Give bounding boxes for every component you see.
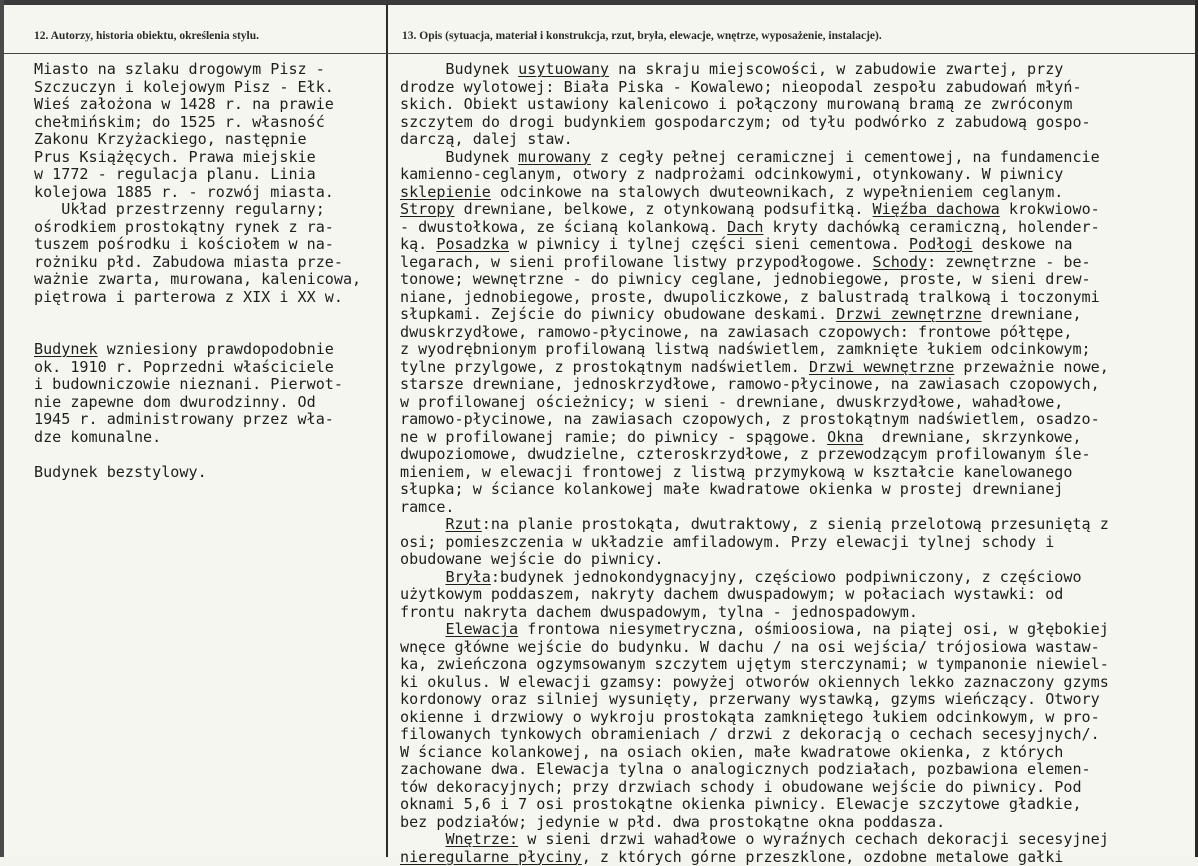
text-line xyxy=(400,779,1198,797)
text-segment: krokwiowo- xyxy=(1000,200,1100,218)
text-segment: Wieś założona w 1428 r. na prawie xyxy=(34,95,334,113)
text-line xyxy=(400,551,1198,569)
text-line xyxy=(400,61,1198,79)
text-segment: wzniesiony prawdopodobnie xyxy=(98,340,334,358)
text-segment: z wyodrębnionym profilowaną listwą nadświetlem, zamknięte łukiem odcinkowym; xyxy=(400,340,1091,358)
text-line xyxy=(400,96,1198,114)
text-segment: ramowo-płycinowe, na zawiasach czopowych, z prostokątnym nadświetlem, osadzo- xyxy=(400,410,1100,428)
text-line xyxy=(34,219,386,237)
underlined-term: Budynek xyxy=(34,340,98,358)
left-border xyxy=(0,0,4,857)
text-segment: dwuskrzydłowe, ramowo-płycinowe, na zawiasach czopowych: frontowe półtępe, xyxy=(400,323,1072,341)
text-segment xyxy=(400,515,445,533)
text-segment: dwupoziomowe, dwudzielne, czteroskrzydłowe, z przewodzącym profilowanym śle- xyxy=(400,445,1091,463)
history-text-column xyxy=(34,61,386,481)
text-segment: szczytem do drogi budynkiem gospodarczym; od tyłu podwórko z zabudową gospo- xyxy=(400,113,1091,131)
text-segment: legarach, w sieni profilowane listwy przypodłogowe. xyxy=(400,253,873,271)
text-line xyxy=(400,604,1198,622)
text-segment: Szczuczyn i kolejowym Pisz - Ełk. xyxy=(34,78,334,96)
text-segment: osi; pomieszczenia w układzie amfiladowym. Przy elewacji tylnej schody i xyxy=(400,533,1054,551)
text-segment: na skraju miejscowości, w zabudowie zwartej, przy xyxy=(609,60,1063,78)
text-line xyxy=(34,96,386,114)
text-segment: w piwnicy i tylnej części sieni cementowa. xyxy=(509,235,909,253)
text-line xyxy=(34,306,386,324)
text-segment: Budynek bezstylowy. xyxy=(34,463,207,481)
text-line xyxy=(400,586,1198,604)
text-segment: w sieni drzwi wahadłowe o wyraźnych cechach dekoracji secesyjnej xyxy=(518,830,1109,848)
text-segment: :na planie prostokąta, dwutraktowy, z sienią przelotową przesuniętą z xyxy=(482,515,1109,533)
text-line xyxy=(400,376,1198,394)
text-segment: chełmińskim; do 1525 r. własność xyxy=(34,113,325,131)
text-segment: Budynek xyxy=(400,60,518,78)
text-line xyxy=(34,114,386,132)
text-line xyxy=(34,341,386,359)
text-line xyxy=(34,394,386,412)
text-line xyxy=(400,114,1198,132)
text-line xyxy=(400,639,1198,657)
text-segment: kordonowy oraz silniej wysunięty, przerwany wystawką, gzyms wieńczący. Otwory xyxy=(400,690,1100,708)
text-segment: ne w profilowanej ramie; do piwnicy - spągowe. xyxy=(400,428,827,446)
text-segment: przeważnie nowe, xyxy=(954,358,1108,376)
text-line xyxy=(34,324,386,342)
underlined-term: Drzwi wewnętrzne xyxy=(809,358,954,376)
text-line xyxy=(400,796,1198,814)
text-line xyxy=(34,184,386,202)
text-segment: drewniane, belkowe, z otynkowaną podsufitką. xyxy=(455,200,873,218)
text-line xyxy=(400,429,1198,447)
underlined-term: Schody xyxy=(873,253,928,271)
text-line xyxy=(34,61,386,79)
text-segment: ważnie zwarta, murowana, kalenicowa, xyxy=(34,270,361,288)
text-line xyxy=(400,289,1198,307)
underlined-term: Więźba dachowa xyxy=(873,200,1000,218)
text-segment: odcinkowe na stalowych dwuteownikach, z wypełnieniem ceglanym. xyxy=(491,183,1064,201)
text-line xyxy=(400,569,1198,587)
text-line xyxy=(34,236,386,254)
text-segment: ośrodkiem prostokątny rynek z ra- xyxy=(34,218,334,236)
text-line xyxy=(400,219,1198,237)
text-line xyxy=(400,236,1198,254)
text-line xyxy=(400,691,1198,709)
text-line xyxy=(400,359,1198,377)
text-segment xyxy=(400,830,445,848)
underlined-term: Rzut xyxy=(445,515,481,533)
text-segment: Prus Książęcych. Prawa miejskie xyxy=(34,148,316,166)
top-border xyxy=(0,0,1198,5)
underlined-term: usytuowany xyxy=(518,60,609,78)
text-segment: Układ przestrzenny regularny; xyxy=(34,200,325,218)
text-line xyxy=(34,376,386,394)
header-rule xyxy=(3,53,1195,54)
text-segment: drewniane, xyxy=(982,305,1082,323)
text-line xyxy=(400,534,1198,552)
text-segment: ką. xyxy=(400,235,436,253)
text-segment: tylne przylgowe, z prostokątnym nadświetlem. xyxy=(400,358,809,376)
text-segment: frontowa niesymetryczna, ośmioosiowa, na piątej osi, w głębokiej xyxy=(518,620,1109,638)
underlined-term: Posadzka xyxy=(436,235,509,253)
text-segment: kryty dachówką ceramiczną, holender- xyxy=(764,218,1100,236)
text-segment: użytkowym poddaszem, nakryty dachem dwuspadowym; w połaciach wystawki: od xyxy=(400,585,1063,603)
text-segment: - dwustołkowa, ze ścianą kolankową. xyxy=(400,218,727,236)
text-segment: obudowane wejście do piwnicy. xyxy=(400,550,664,568)
underlined-term: Okna xyxy=(827,428,863,446)
text-segment: starsze drewniane, jednoskrzydłowe, ramowo-płycinowe, na zawiasach czopowych, xyxy=(400,375,1100,393)
text-segment: tuszem pośrodku i kościołem w na- xyxy=(34,235,334,253)
text-segment: kolejowa 1885 r. - rozwój miasta. xyxy=(34,183,334,201)
text-segment: skich. Obiekt ustawiony kalenicowo i połączony murowaną bramą ze zwróconym xyxy=(400,95,1072,113)
text-segment: darczą, dalej staw. xyxy=(400,130,573,148)
text-line xyxy=(400,814,1198,832)
text-line xyxy=(400,499,1198,517)
text-line xyxy=(34,201,386,219)
text-line xyxy=(34,131,386,149)
text-segment: mieniem, w elewacji frontowej z listwą przymykową w kształcie kanelowanego xyxy=(400,463,1072,481)
text-line xyxy=(34,271,386,289)
text-segment: z cegły pełnej ceramicznej i cementowej, na fundamencie xyxy=(591,148,1100,166)
text-line xyxy=(34,79,386,97)
text-segment: w 1772 - regulacja planu. Linia xyxy=(34,165,316,183)
text-line xyxy=(400,201,1198,219)
text-line xyxy=(400,481,1198,499)
text-segment: w profilowanej ościeżnicy; w sieni - drewniane, dwuskrzydłowe, wahadłowe, xyxy=(400,393,1063,411)
text-segment: słupka; w ściance kolankowej małe kwadratowe okienka w prostej drewnianej xyxy=(400,480,1063,498)
underlined-term: Bryła xyxy=(445,568,490,586)
text-segment: drewniane, skrzynkowe, xyxy=(863,428,1081,446)
text-line xyxy=(400,306,1198,324)
text-segment: ka, zwieńczona ogzymsowanym szczytem ujętym sterczynami; w tympanonie niewiel- xyxy=(400,655,1109,673)
underlined-term: Podłogi xyxy=(909,235,973,253)
text-segment: okienne i drzwiowy o wykroju prostokąta zamkniętego łukiem odcinkowym, w pro- xyxy=(400,708,1100,726)
text-segment: tonowe; wewnętrzne - do piwnicy ceglane, jednobiegowe, proste, w sieni drew- xyxy=(400,270,1091,288)
description-text-column xyxy=(400,61,1198,866)
underlined-term: sklepienie xyxy=(400,183,491,201)
underlined-term: Wnętrze: xyxy=(445,830,518,848)
text-line xyxy=(34,166,386,184)
text-segment: kamienno-ceglanym, otwory z nadprożami odcinkowymi, otynkowany. W piwnicy xyxy=(400,165,1063,183)
text-line xyxy=(400,411,1198,429)
underlined-term: Dach xyxy=(727,218,763,236)
text-segment: i budowniczowie nieznani. Pierwot- xyxy=(34,375,343,393)
text-segment: ramce. xyxy=(400,498,455,516)
text-line xyxy=(400,656,1198,674)
text-line xyxy=(400,79,1198,97)
text-line xyxy=(34,254,386,272)
text-line xyxy=(34,359,386,377)
text-line xyxy=(400,324,1198,342)
text-line xyxy=(34,411,386,429)
text-segment: wnęce główne wejście do budynku. W dachu / na osi wejścia/ trójosiowa wastaw- xyxy=(400,638,1100,656)
text-segment: tów dekoracyjnych; przy drzwiach schody i obudowane wejście do piwnicy. Pod xyxy=(400,778,1082,796)
text-line xyxy=(400,744,1198,762)
text-segment: dze komunalne. xyxy=(34,428,161,446)
text-line xyxy=(400,394,1198,412)
text-line xyxy=(400,709,1198,727)
text-segment: ok. 1910 r. Poprzedni właściciele xyxy=(34,358,334,376)
text-line xyxy=(400,341,1198,359)
section-12-header: 12. Autorzy, historia obiektu, określenia stylu. xyxy=(34,30,259,42)
text-segment: : zewnętrzne - be- xyxy=(927,253,1091,271)
text-segment: Zakonu Krzyżackiego, następnie xyxy=(34,130,307,148)
text-segment: zachowane dwa. Elewacja tylna o analogicznych podziałach, pozbawiona elemen- xyxy=(400,760,1091,778)
text-segment: Budynek xyxy=(400,148,518,166)
underlined-term: Elewacja xyxy=(445,620,518,638)
text-segment: frontu nakryta dachem dwuspadowym, tylna - jednospadowym. xyxy=(400,603,918,621)
text-line xyxy=(34,289,386,307)
section-13-header: 13. Opis (sytuacja, materiał i konstrukcja, rzut, bryła, elewacje, wnętrze, wyposażenie, instalacje). xyxy=(402,30,882,42)
text-segment xyxy=(400,568,445,586)
text-segment: niane, jednobiegowe, proste, dwupoliczkowe, z balustradą tralkową i toczonymi xyxy=(400,288,1100,306)
text-line xyxy=(400,621,1198,639)
text-segment: nie zapewne dom dwurodzinny. Od xyxy=(34,393,316,411)
text-line xyxy=(400,726,1198,744)
text-segment: 1945 r. administrowany przez wła- xyxy=(34,410,334,428)
underlined-term: murowany xyxy=(518,148,591,166)
text-segment: oknami 5,6 i 7 osi prostokątne okienka piwnicy. Elewacje szczytowe gładkie, xyxy=(400,795,1082,813)
text-segment: , z których górne przeszklone, ozdobne metalowe gałki xyxy=(582,848,1064,866)
text-line xyxy=(400,761,1198,779)
text-segment: W ściance kolankowej, na osiach okien, małe kwadratowe okienka, z których xyxy=(400,743,1063,761)
text-segment: deskowe na xyxy=(973,235,1073,253)
text-segment: rożniku płd. Zabudowa miasta prze- xyxy=(34,253,343,271)
underlined-term: Stropy xyxy=(400,200,455,218)
text-line xyxy=(400,674,1198,692)
text-line xyxy=(400,271,1198,289)
text-segment: piętrowa i parterowa z XIX i XX w. xyxy=(34,288,343,306)
text-segment: słupkami. Zejście do piwnicy obudowane deskami. xyxy=(400,305,836,323)
text-line xyxy=(400,516,1198,534)
text-line xyxy=(400,831,1198,849)
text-line xyxy=(400,464,1198,482)
underlined-term: nieregularne płyciny xyxy=(400,848,582,866)
text-segment: drodze wylotowej: Biała Piska - Kowalewo; nieopodal zespołu zabudowań młyń- xyxy=(400,78,1082,96)
text-line xyxy=(34,464,386,482)
column-divider xyxy=(386,4,388,857)
text-line xyxy=(400,166,1198,184)
underlined-term: Drzwi zewnętrzne xyxy=(836,305,981,323)
text-line xyxy=(34,446,386,464)
text-line xyxy=(400,446,1198,464)
text-segment xyxy=(400,620,445,638)
text-segment: ki okulus. W elewacji gzamsy: powyżej otworów okiennych lekko zaznaczony gzyms xyxy=(400,673,1109,691)
text-line xyxy=(400,184,1198,202)
text-segment: Miasto na szlaku drogowym Pisz - xyxy=(34,60,325,78)
text-line xyxy=(400,131,1198,149)
text-segment: filowanych tynkowych obramieniach / drzwi z dekoracją o cechach secesyjnych/. xyxy=(400,725,1100,743)
text-line xyxy=(400,149,1198,167)
text-segment: bez podziałów; jedynie w płd. dwa prostokątne okna poddasza. xyxy=(400,813,945,831)
text-segment: :budynek jednokondygnacyjny, częściowo podpiwniczony, z częściowo xyxy=(491,568,1082,586)
text-line xyxy=(400,254,1198,272)
text-line xyxy=(34,429,386,447)
text-line xyxy=(34,149,386,167)
text-line xyxy=(400,849,1198,866)
